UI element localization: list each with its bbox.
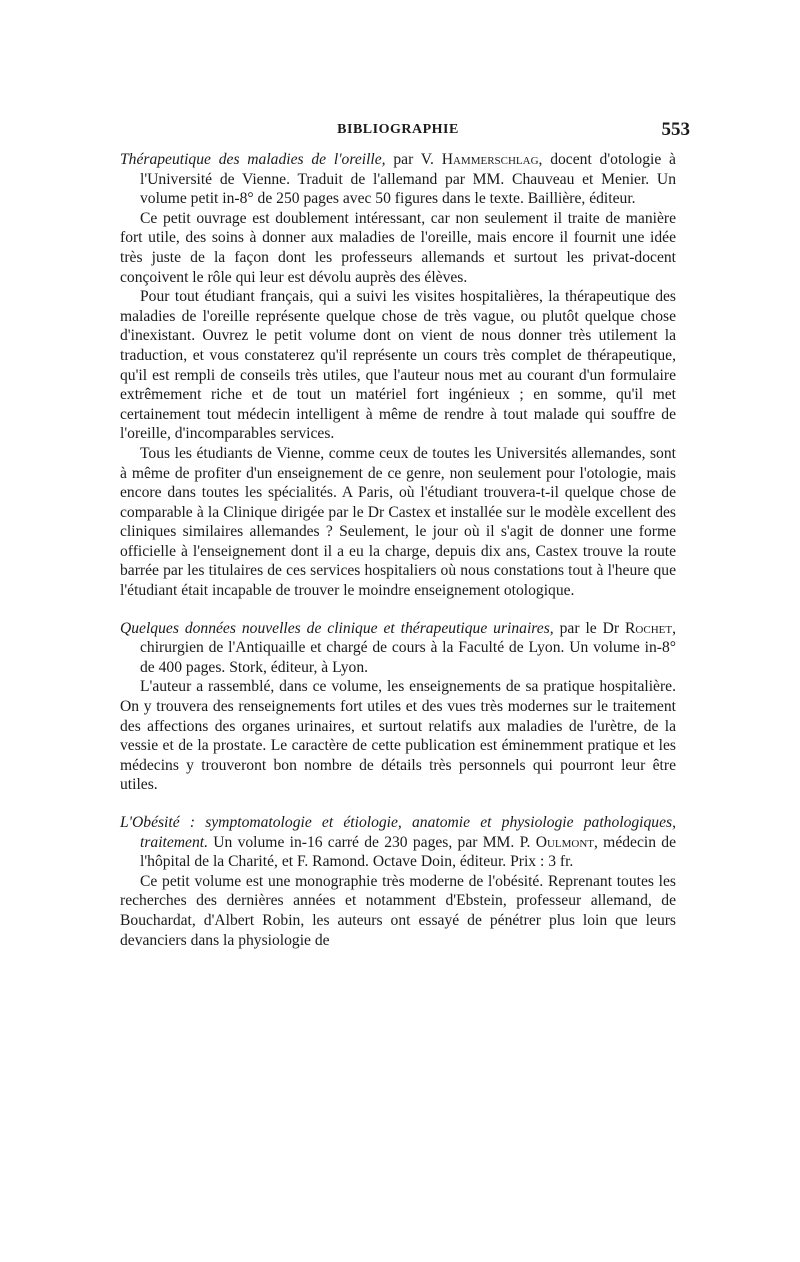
entry-heading [120, 813, 676, 872]
bibliography-entry [120, 619, 676, 795]
review-paragraph: L'auteur a rassemblé, dans ce volume, les enseignements de sa pratique hospitalière. On y trouvera des renseignements fort utiles et des vues très modernes sur le traitement des affections des organes urinaires, et surtout relatifs aux maladies de l'urètre, de la vessie et de la prostate. Le caractère de cette publication est éminemment pratique et les médecins y trouveront bon nombre de détails très personnels qui pourront leur être utiles. [120, 678, 676, 794]
entry-heading [120, 150, 676, 209]
author-prefix: par le Dr [553, 619, 626, 637]
review-paragraph: Pour tout étudiant français, qui a suivi les visites hospitalières, la thérapeutique des maladies de l'oreille représente quelque chose de très vague, ou plutôt quelque chose d'inexistant. Ouvrez le petit volume dont on vient de nous donner très utilement la traduction, et vous constaterez qu'il représente un cours très complet de thérapeutique, qu'il est rempli de conseils très utiles, que l'auteur nous met au courant d'un formulaire extrêmement riche et de tout un matériel fort ingénieux ; en somme, qu'il met certainement tout médecin intelligent à même de rendre à tout malade qui souffre de l'oreille, d'incomparables services. [120, 288, 676, 443]
review-paragraph: Ce petit ouvrage est doublement intéressant, car non seulement il traite de manière fort utile, des soins à donner aux maladies de l'oreille, mais encore il fournit une idée très juste de la façon dont les professeurs allemands et surtout les privat-docent conçoivent le rôle qui leur est dévolu auprès des élèves. [120, 209, 676, 286]
author-name: Hammerschlag, [441, 151, 543, 168]
running-title: BIBLIOGRAPHIE [337, 122, 459, 137]
author-prefix: Un volume in-16 carré de 230 pages, par MM. P. [208, 833, 536, 851]
book-title: Thérapeutique des maladies de l'oreille, [120, 151, 386, 168]
author-name: Oulmont, [535, 833, 598, 851]
running-header [118, 119, 690, 146]
page-body [120, 150, 676, 968]
bibliography-entry [120, 150, 676, 601]
book-title: L'Obésité : symptomatologie et étiologie, anatomie et physiologie pathologiques, traitement. [120, 814, 676, 851]
book-title: Quelques données nouvelles de clinique et thérapeutique urinaires, [120, 619, 554, 637]
book-details: chirurgien de l'Antiquaille et chargé de cours à la Faculté de Lyon. Un volume in-8° de 400 pages. Stork, éditeur, à Lyon. [140, 639, 676, 676]
book-details: médecin de l'hôpital de la Charité, et F. Ramond. Octave Doin, éditeur. Prix : 3 fr. [140, 833, 676, 871]
review-paragraph: Tous les étudiants de Vienne, comme ceux de toutes les Universités allemandes, sont à même de profiter d'un enseignement de ce genre, non seulement pour l'otologie, mais encore dans toutes les spécialités. A Paris, où l'étudiant trouvera-t-il quelque chose de comparable à la Clinique dirigée par le Dr Castex et installée sur le modèle excellent des cliniques similaires allemandes ? Seulement, le jour où il s'agit de donner une forme officielle à l'enseignement dont il a eu la charge, depuis dix ans, Castex trouve la route barrée par les titulaires de ces services hospitaliers où nous constations tout à l'heure que l'étudiant était incapable de trouver le moindre enseignement otologique. [120, 444, 676, 600]
entry-heading [120, 619, 676, 678]
author-name: Rochet, [625, 619, 676, 637]
page-number: 553 [661, 119, 690, 140]
bibliography-entry [120, 813, 676, 950]
author-prefix: par V. [385, 151, 442, 168]
book-details: docent d'otologie à l'Université de Vienne. Traduit de l'allemand par MM. Chauveau et Menier. Un volume petit in-8° de 250 pages avec 50 figures dans le texte. Baillière, éditeur. [140, 151, 676, 208]
review-paragraph: Ce petit volume est une monographie très moderne de l'obésité. Reprenant toutes les recherches des dernières années et notamment d'Ebstein, professeur allemand, de Bouchardat, d'Albert Robin, les auteurs ont essayé de pénétrer plus loin que leurs devanciers dans la physiologie de [120, 872, 676, 949]
